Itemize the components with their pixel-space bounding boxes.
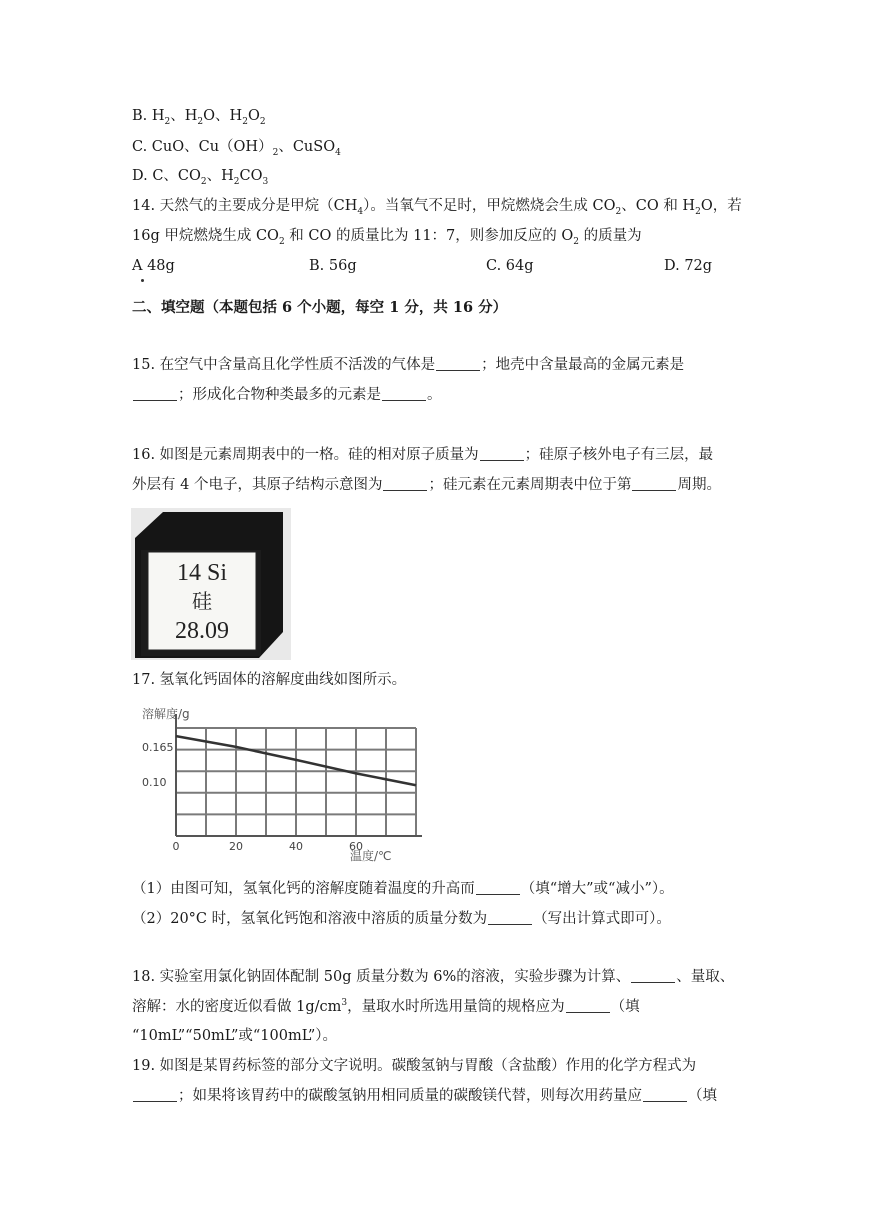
answer-blank[interactable] — [631, 968, 675, 983]
x-axis-label: 温度/℃ — [350, 849, 392, 863]
option-d: D. C、$CO_2$、$H_2CO_3$ — [132, 168, 269, 187]
y-tick-label: 0.165 — [142, 740, 174, 754]
y-tick-label: 0.10 — [142, 776, 167, 789]
x-tick-label: 40 — [289, 840, 303, 853]
question-15-line-1: 15. 在空气中含量高且化学性质不活泼的气体是 ；地壳中含量最高的金属元素是 — [132, 357, 685, 373]
answer-blank[interactable] — [632, 476, 676, 491]
answer-blank[interactable] — [383, 476, 427, 491]
x-tick-label: 60 — [349, 840, 363, 853]
solubility-chart — [140, 706, 430, 866]
question-16-line-2: 外层有 4 个电子，其原子结构示意图为 ；硅元素在元素周期表中位于第 周期。 — [132, 477, 721, 493]
answer-blank[interactable] — [566, 998, 610, 1013]
x-tick-label: 0 — [172, 840, 180, 853]
answer-blank[interactable] — [480, 446, 524, 461]
question-18-line-1: 18. 实验室用氯化钠固体配制 50g 质量分数为 6%的溶液，实验步骤为计算、 、量取、 — [132, 969, 735, 985]
silicon-element-tile — [131, 508, 291, 660]
question-18-line-2: 溶解：水的密度近似看做 $1g/cm^3$，量取水时所选用量筒的规格应为 （填 — [132, 998, 640, 1015]
option-c: C. CuO、$Cu(OH)_2$、CuSO$_4$ — [132, 139, 341, 158]
answer-blank[interactable] — [436, 356, 480, 371]
question-15-line-2: ；形成化合物种类最多的元素是 。 — [132, 385, 442, 405]
question-16-line-1: 16. 如图是元素周期表中的一格。硅的相对原子质量为 ；硅原子核外电子有三层，最 — [132, 447, 714, 463]
question-14-line-2: 16g 甲烷燃烧生成 $CO_2$ 和 CO 的质量比为 11：7，则参加反应的 $O_2$ 的质量为 — [132, 228, 642, 247]
answer-blank[interactable] — [382, 386, 426, 401]
question-14-line-1: 14. 天然气的主要成分是甲烷$(CH_4)$。当氧气不足时，甲烷燃烧会生成 $CO_2$、CO 和 $H_2O$，若 — [132, 198, 742, 217]
question-18-line-3: “10mL”“50mL”或“100mL”）。 — [132, 1028, 338, 1044]
answer-blank[interactable] — [133, 1087, 177, 1102]
section-heading: 二、填空题（本题包括 6 个小题，每空 1 分，共 16 分） — [132, 299, 508, 316]
question-19-line-1: 19. 如图是某胃药标签的部分文字说明。碳酸氢钠与胃酸（含盐酸）作用的化学方程式为 — [132, 1058, 697, 1074]
q14-option-a: A 48g — [132, 258, 175, 274]
answer-blank[interactable] — [488, 910, 532, 925]
dot-mark — [141, 279, 144, 282]
question-17-part-1: （1）由图可知，氢氧化钙的溶解度随着温度的升高而 （填“增大”或“减小”）。 — [132, 881, 674, 897]
question-17-intro: 17. 氢氧化钙固体的溶解度曲线如图所示。 — [132, 672, 407, 688]
tile-number-symbol: 14 Si — [176, 560, 228, 586]
q14-option-d: D. 72g — [664, 258, 713, 274]
tile-atomic-mass: 28.09 — [175, 618, 229, 644]
question-17-part-2: （2）20°C 时，氢氧化钙饱和溶液中溶质的质量分数为 （写出计算式即可）。 — [132, 911, 671, 927]
tile-element-name: 硅 — [192, 589, 212, 613]
q14-option-c: C. 64g — [486, 258, 534, 274]
question-19-line-2: ；如果将该胃药中的碳酸氢钠用相同质量的碳酸镁代替，则每次用药量应 （填 — [132, 1086, 717, 1106]
option-b: B. $H_2$、$H_2O$、$H_2O_2$ — [132, 108, 266, 127]
x-tick-label: 20 — [229, 840, 243, 853]
q14-option-b: B. 56g — [309, 258, 357, 274]
y-axis-label: 溶解度/g — [142, 707, 190, 721]
answer-blank[interactable] — [133, 386, 177, 401]
answer-blank[interactable] — [476, 880, 520, 895]
answer-blank[interactable] — [643, 1087, 687, 1102]
chart-grid — [176, 714, 422, 836]
